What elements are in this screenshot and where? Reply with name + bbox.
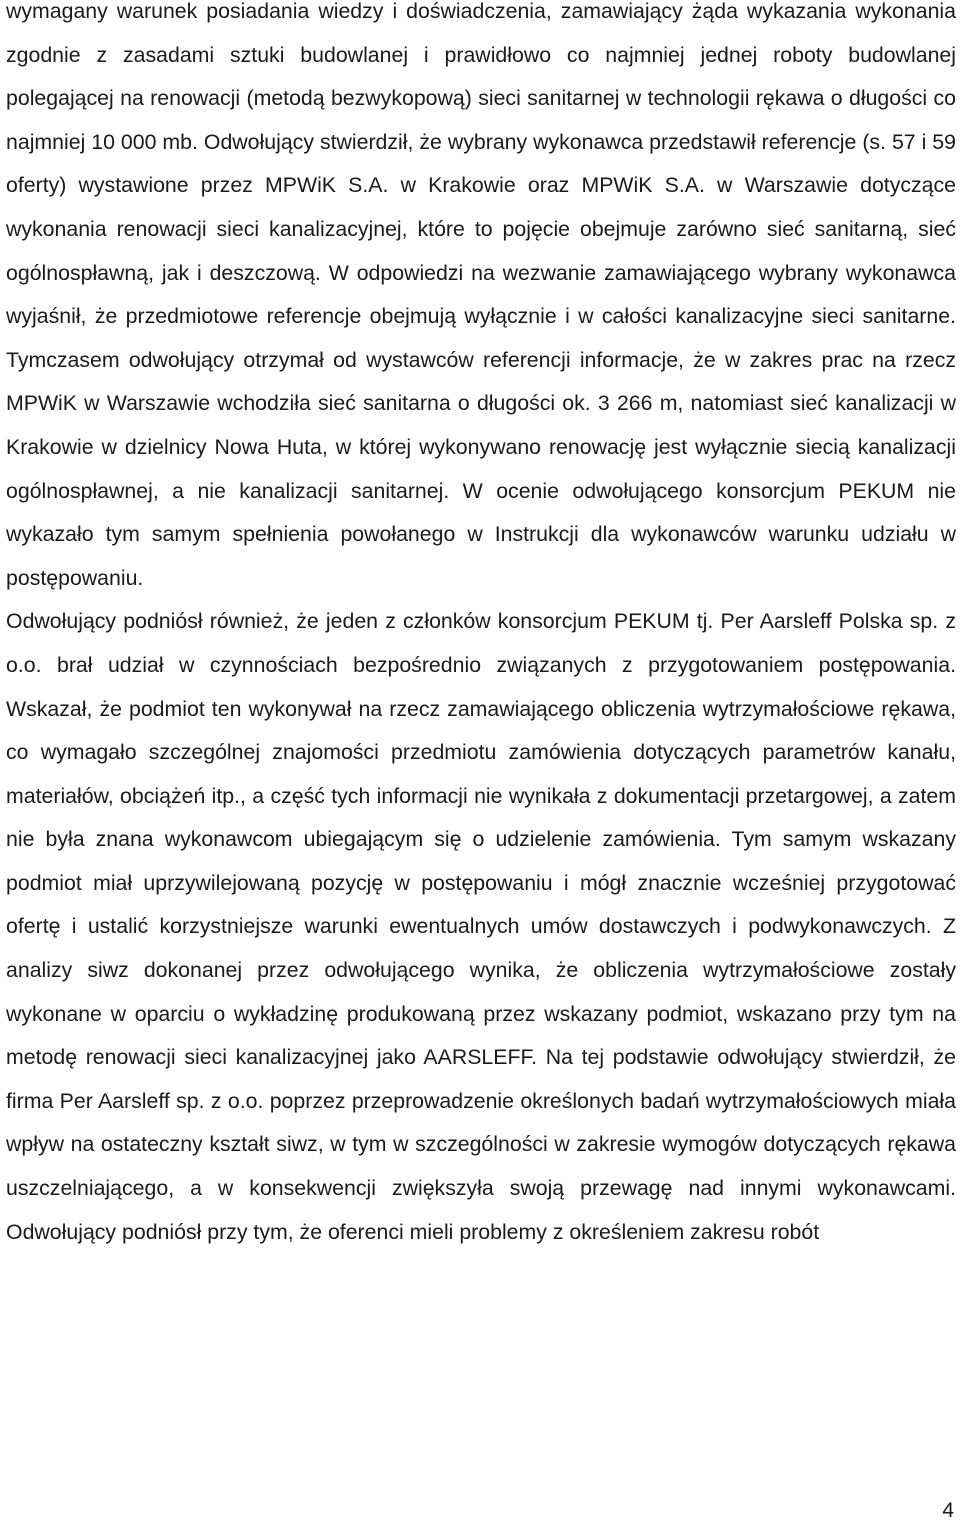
document-body — [6, 0, 956, 1254]
page-number: 4 — [942, 1499, 954, 1522]
paragraph-conflict-of-interest: Odwołujący podniósł również, że jeden z członków konsorcjum PEKUM tj. Per Aarsleff Polska sp. z o.o. brał udział w czynnościach bezpośrednio związanych z przygotowaniem postępowania. Wskazał, że podmiot ten wykonywał na rzecz zamawiającego obliczenia wytrzymałościowe rękawa, co wymagało szczególnej znajomości przedmiotu zamówienia dotyczących parametrów kanału, materiałów, obciążeń itp., a część tych informacji nie wynikała z dokumentacji przetargowej, a zatem nie była znana wykonawcom ubiegającym się o udzielenie zamówienia. Tym samym wskazany podmiot miał uprzywilejowaną pozycję w postępowaniu i mógł znacznie wcześniej przygotować ofertę i ustalić korzystniejsze warunki ewentualnych umów dostawczych i podwykonawczych. Z analizy siwz dokonanej przez odwołującego wynika, że obliczenia wytrzymałościowe zostały wykonane w oparciu o wykładzinę produkowaną przez wskazany podmiot, wskazano przy tym na metodę renowacji sieci kanalizacyjnej jako AARSLEFF. Na tej podstawie odwołujący stwierdził, że firma Per Aarsleff sp. z o.o. poprzez przeprowadzenie określonych badań wytrzymałościowych miała wpływ na ostateczny kształt siwz, w tym w szczególności w zakresie wymogów dotyczących rękawa uszczelniającego, a w konsekwencji zwiększyła swoją przewagę nad innymi wykonawcami. Odwołujący podniósł przy tym, że oferenci mieli problemy z określeniem zakresu robót — [6, 609, 956, 1244]
paragraph-requirement-references: wymagany warunek posiadania wiedzy i doświadczenia, zamawiający żąda wykazania wykonania zgodnie z zasadami sztuki budowlanej i prawidłowo co najmniej jednej roboty budowlanej polegającej na renowacji (metodą bezwykopową) sieci sanitarnej w technologii rękawa o długości co najmniej 10 000 mb. Odwołujący stwierdził, że wybrany wykonawca przedstawił referencje (s. 57 i 59 oferty) wystawione przez MPWiK S.A. w Krakowie oraz MPWiK S.A. w Warszawie dotyczące wykonania renowacji sieci kanalizacyjnej, które to pojęcie obejmuje zarówno sieć sanitarną, sieć ogólnospławną, jak i deszczową. W odpowiedzi na wezwanie zamawiającego wybrany wykonawca wyjaśnił, że przedmiotowe referencje obejmują wyłącznie i w całości kanalizacyjne sieci sanitarne. Tymczasem odwołujący otrzymał od wystawców referencji informacje, że w zakres prac na rzecz MPWiK w Warszawie wchodziła sieć sanitarna o długości ok. 3 266 m, natomiast sieć kanalizacji w Krakowie w dzielnicy Nowa Huta, w której wykonywano renowację jest wyłącznie siecią kanalizacji ogólnospławnej, a nie kanalizacji sanitarnej. W ocenie odwołującego konsorcjum PEKUM nie wykazało tym samym spełnienia powołanego w Instrukcji dla wykonawców warunku udziału w postępowaniu. — [6, 0, 956, 590]
